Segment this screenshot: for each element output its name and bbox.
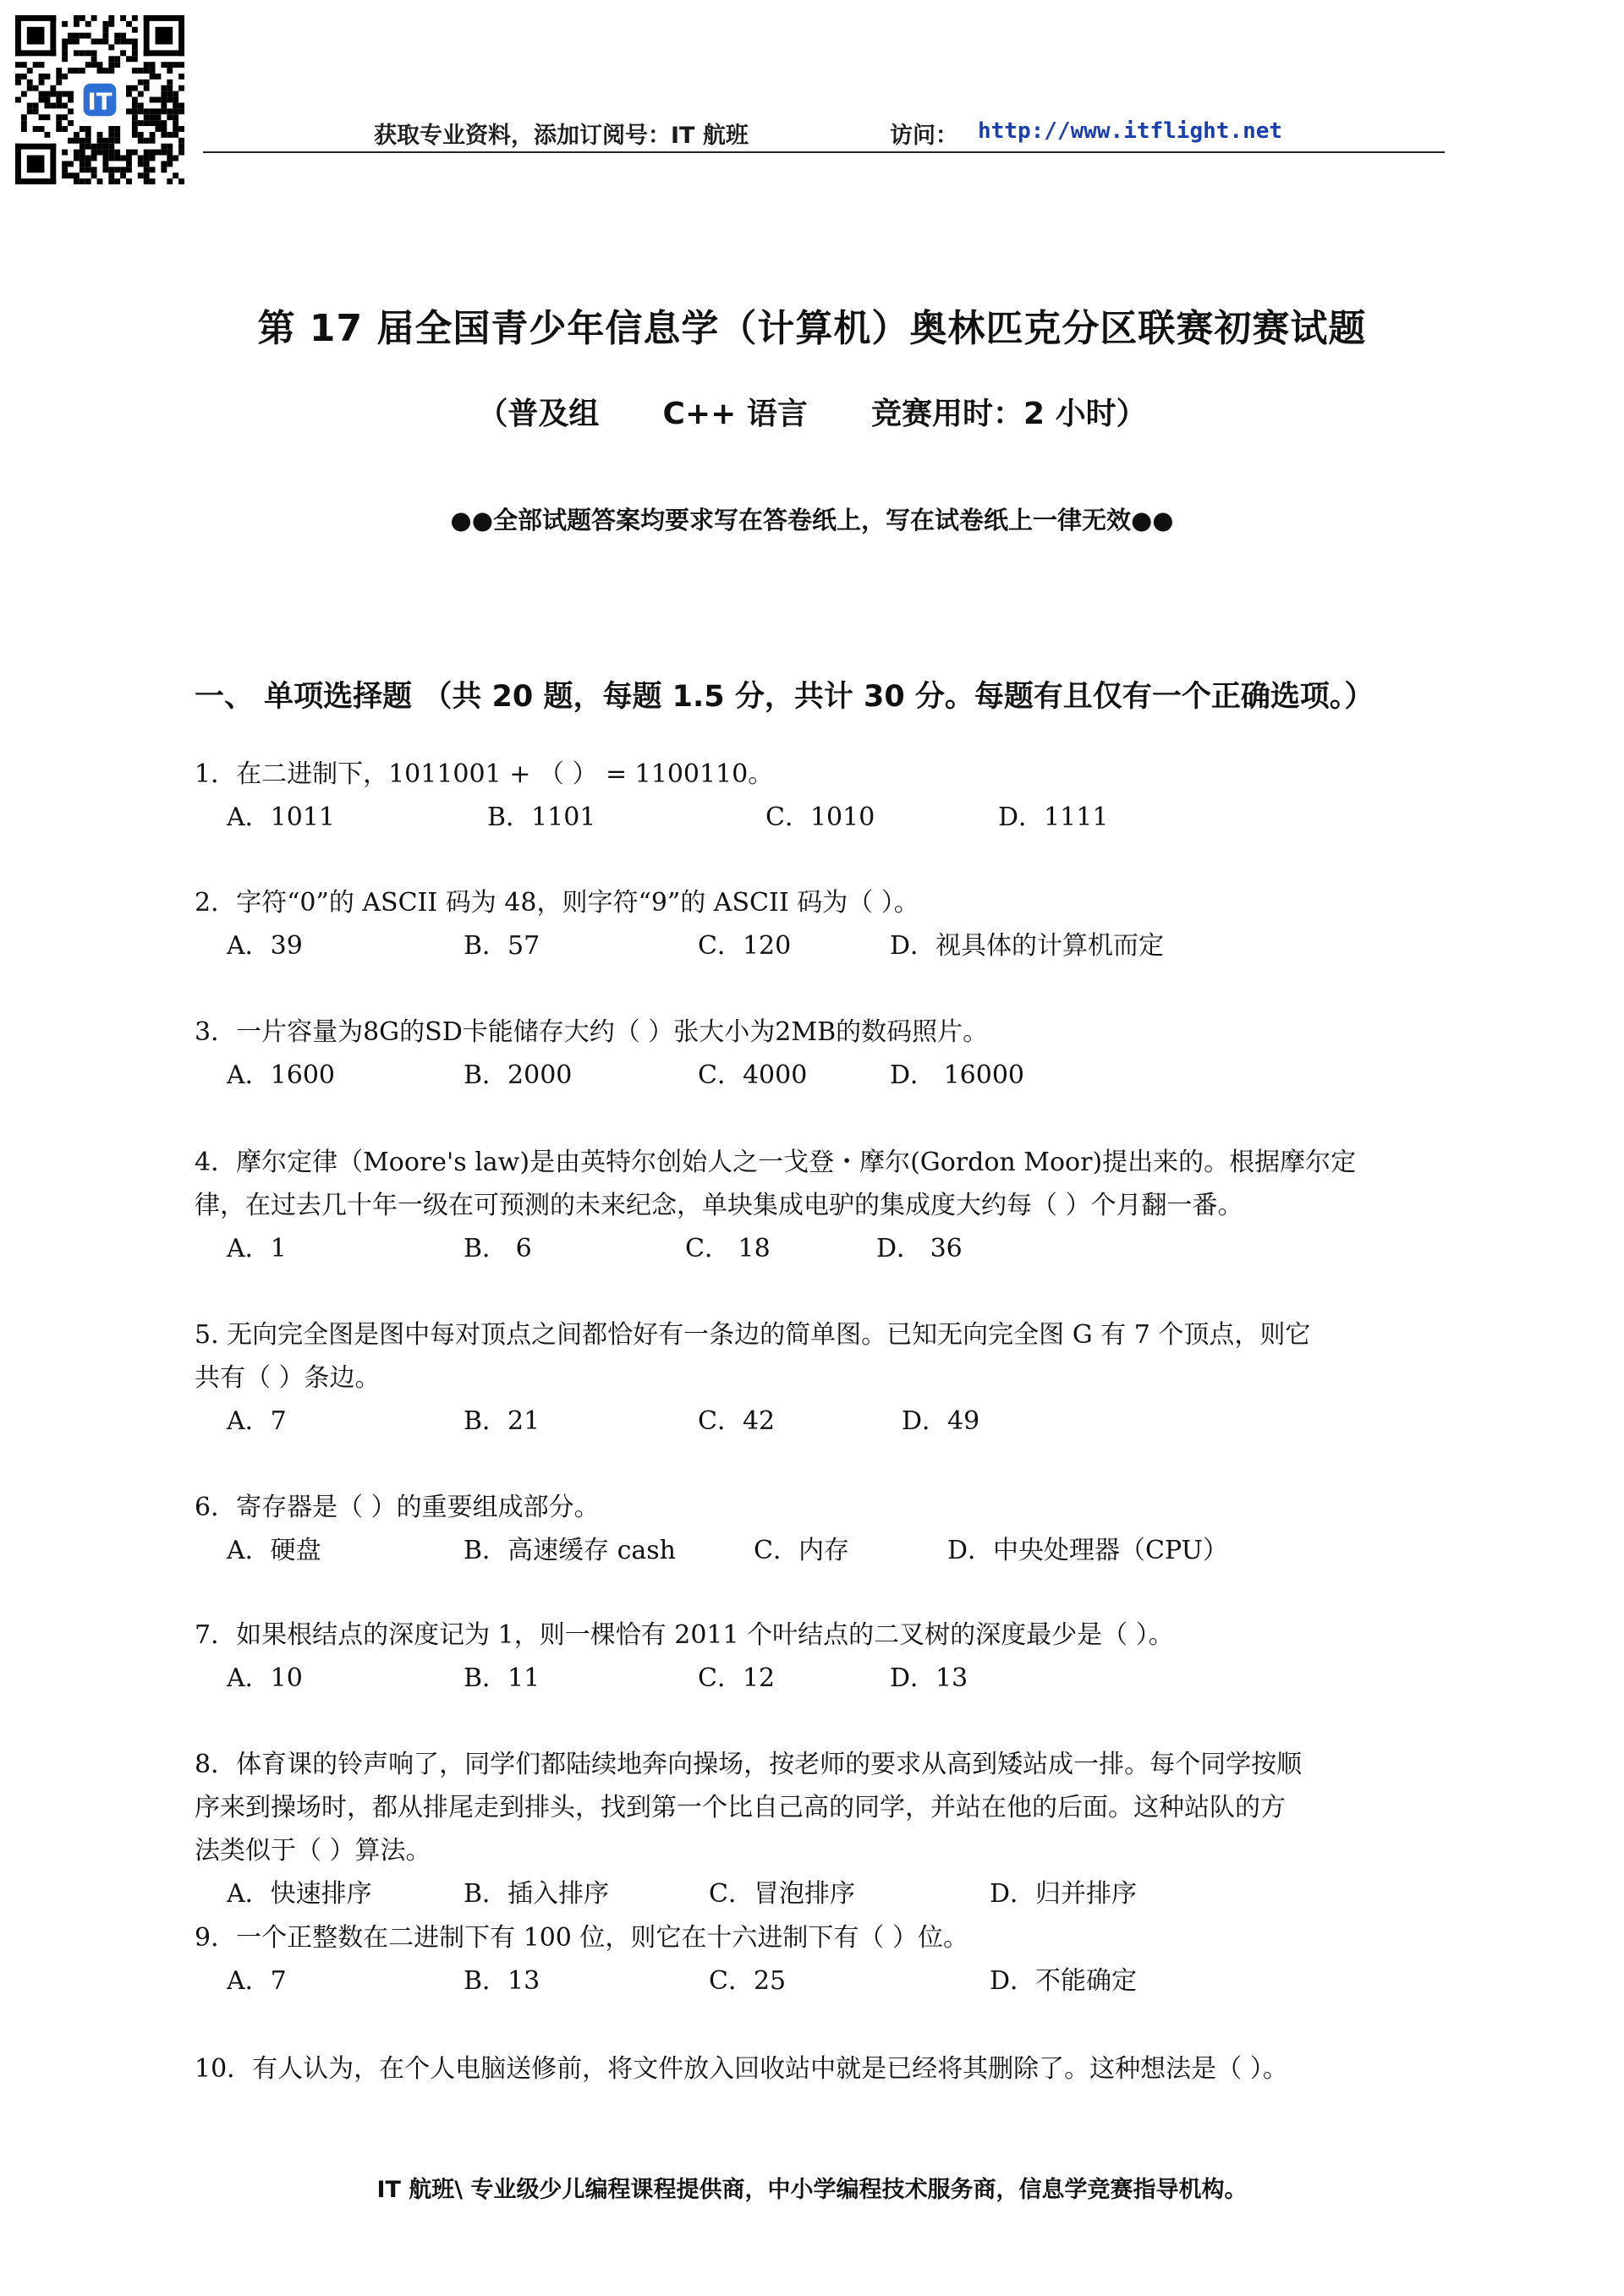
answer-options <box>195 1529 1446 1572</box>
header-subscribe-text: 获取专业资料，添加订阅号：IT 航班 <box>374 123 749 149</box>
exam-subtitle: （普及组 C++ 语言 竞赛用时：2 小时） <box>477 397 1147 431</box>
question-6 <box>195 1486 1446 1572</box>
header-url-link[interactable]: http://www.itflight.net <box>978 118 1283 144</box>
option-b: B．13 <box>464 1966 540 1996</box>
option-d: D．1111 <box>998 803 1109 832</box>
answer-options <box>195 1872 1446 1915</box>
option-b: B．11 <box>464 1663 540 1693</box>
question-text-line: 共有（ ）条边。 <box>195 1363 381 1393</box>
answer-options <box>195 1959 1446 2003</box>
option-a: A．10 <box>227 1663 303 1693</box>
header-visit-label: 访问： <box>890 123 958 149</box>
qr-code <box>15 15 184 184</box>
answer-options <box>195 1400 1446 1443</box>
option-d: D．不能确定 <box>990 1966 1138 1996</box>
question-text-line: 8．体育课的铃声响了，同学们都陆续地奔向操场，按老师的要求从高到矮站成一排。每个同学按顺 <box>195 1750 1303 1779</box>
option-c: C．42 <box>698 1406 776 1436</box>
question-10 <box>195 2047 1446 2091</box>
option-d: D．视具体的计算机而定 <box>890 931 1165 961</box>
question-8 <box>195 1743 1446 1915</box>
question-text-line: 4．摩尔定律（Moore's law)是由英特尔创始人之一戈登・摩尔(Gordon Moor)提出来的。根据摩尔定 <box>195 1148 1357 1177</box>
question-text-line: 9．一个正整数在二进制下有 100 位，则它在十六进制下有（ ）位。 <box>195 1923 968 1953</box>
header-divider <box>203 151 1445 153</box>
answer-options <box>195 1054 1446 1097</box>
question-3 <box>195 1011 1446 1097</box>
option-b: B． 6 <box>464 1234 532 1263</box>
option-c: C．120 <box>698 931 792 961</box>
question-text-line: 律，在过去几十年一级在可预测的未来纪念，单块集成电驴的集成度大约每（ ）个月翻一番。 <box>195 1191 1243 1220</box>
question-text-line: 5. 无向完全图是图中每对顶点之间都恰好有一条边的简单图。已知无向完全图 G 有 7 个顶点，则它 <box>195 1320 1311 1350</box>
section-heading: 一、 单项选择题 （共 20 题，每题 1.5 分，共计 30 分。每题有且仅有一个正确选项。） <box>195 680 1374 714</box>
question-text-line: 1．在二进制下，1011001 + （ ） = 1100110。 <box>195 759 774 789</box>
answer-options <box>195 1227 1446 1270</box>
option-d: D．中央处理器（CPU） <box>947 1536 1228 1565</box>
option-a: A．快速排序 <box>227 1879 372 1909</box>
option-c: C．4000 <box>698 1060 808 1090</box>
option-b: B．1101 <box>487 803 596 832</box>
exam-title: 第 17 届全国青少年信息学（计算机）奥林匹克分区联赛初赛试题 <box>257 307 1367 350</box>
question-text-line: 2．字符“0”的 ASCII 码为 48，则字符“9”的 ASCII 码为（ ）。 <box>195 888 919 918</box>
answer-options <box>195 796 1446 839</box>
option-b: B．高速缓存 cash <box>464 1536 676 1565</box>
option-a: A．7 <box>227 1406 287 1436</box>
option-a: A．1011 <box>227 803 336 832</box>
option-a: A．硬盘 <box>227 1536 321 1565</box>
option-b: B．2000 <box>464 1060 573 1090</box>
option-d: D．13 <box>890 1663 968 1693</box>
question-text-line: 法类似于（ ）算法。 <box>195 1836 431 1866</box>
option-b: B．插入排序 <box>464 1879 610 1909</box>
option-c: C．12 <box>698 1663 776 1693</box>
question-text-line: 6．寄存器是（ ）的重要组成部分。 <box>195 1493 600 1522</box>
page-footer: IT 航班\ 专业级少儿编程课程提供商，中小学编程技术服务商，信息学竞赛指导机构。 <box>376 2177 1248 2203</box>
question-1 <box>195 753 1446 839</box>
question-text-line: 10．有人认为，在个人电脑送修前，将文件放入回收站中就是已经将其删除了。这种想法是（ ）。 <box>195 2054 1288 2084</box>
answer-options <box>195 1657 1446 1700</box>
option-d: D． 16000 <box>890 1060 1025 1090</box>
option-a: A．1 <box>227 1234 287 1263</box>
option-c: C．冒泡排序 <box>709 1879 855 1909</box>
option-c: C．25 <box>709 1966 787 1996</box>
question-text-line: 7．如果根结点的深度记为 1，则一棵恰有 2011 个叶结点的二叉树的深度最少是（ ）。 <box>195 1620 1174 1650</box>
option-a: A．39 <box>227 931 303 961</box>
option-a: A．1600 <box>227 1060 336 1090</box>
question-2 <box>195 881 1446 967</box>
option-b: B．57 <box>464 931 540 961</box>
option-a: A．7 <box>227 1966 287 1996</box>
question-7 <box>195 1614 1446 1700</box>
option-c: C．1010 <box>765 803 875 832</box>
option-c: C．内存 <box>754 1536 849 1565</box>
question-9 <box>195 1916 1446 2003</box>
qr-logo-text: IT <box>87 87 112 116</box>
question-text-line: 序来到操场时，都从排尾走到排头，找到第一个比自己高的同学，并站在他的后面。这种站队的方 <box>195 1793 1286 1822</box>
option-b: B．21 <box>464 1406 540 1436</box>
exam-notice: ●●全部试题答案均要求写在答卷纸上，写在试卷纸上一律无效●● <box>450 506 1174 534</box>
question-5 <box>195 1313 1446 1443</box>
option-d: D． 36 <box>876 1234 963 1263</box>
question-text-line: 3．一片容量为8G的SD卡能储存大约（ ）张大小为2MB的数码照片。 <box>195 1017 989 1047</box>
option-c: C． 18 <box>685 1234 771 1263</box>
option-d: D．归并排序 <box>990 1879 1138 1909</box>
question-4 <box>195 1141 1446 1270</box>
option-d: D．49 <box>902 1406 980 1436</box>
answer-options <box>195 924 1446 967</box>
